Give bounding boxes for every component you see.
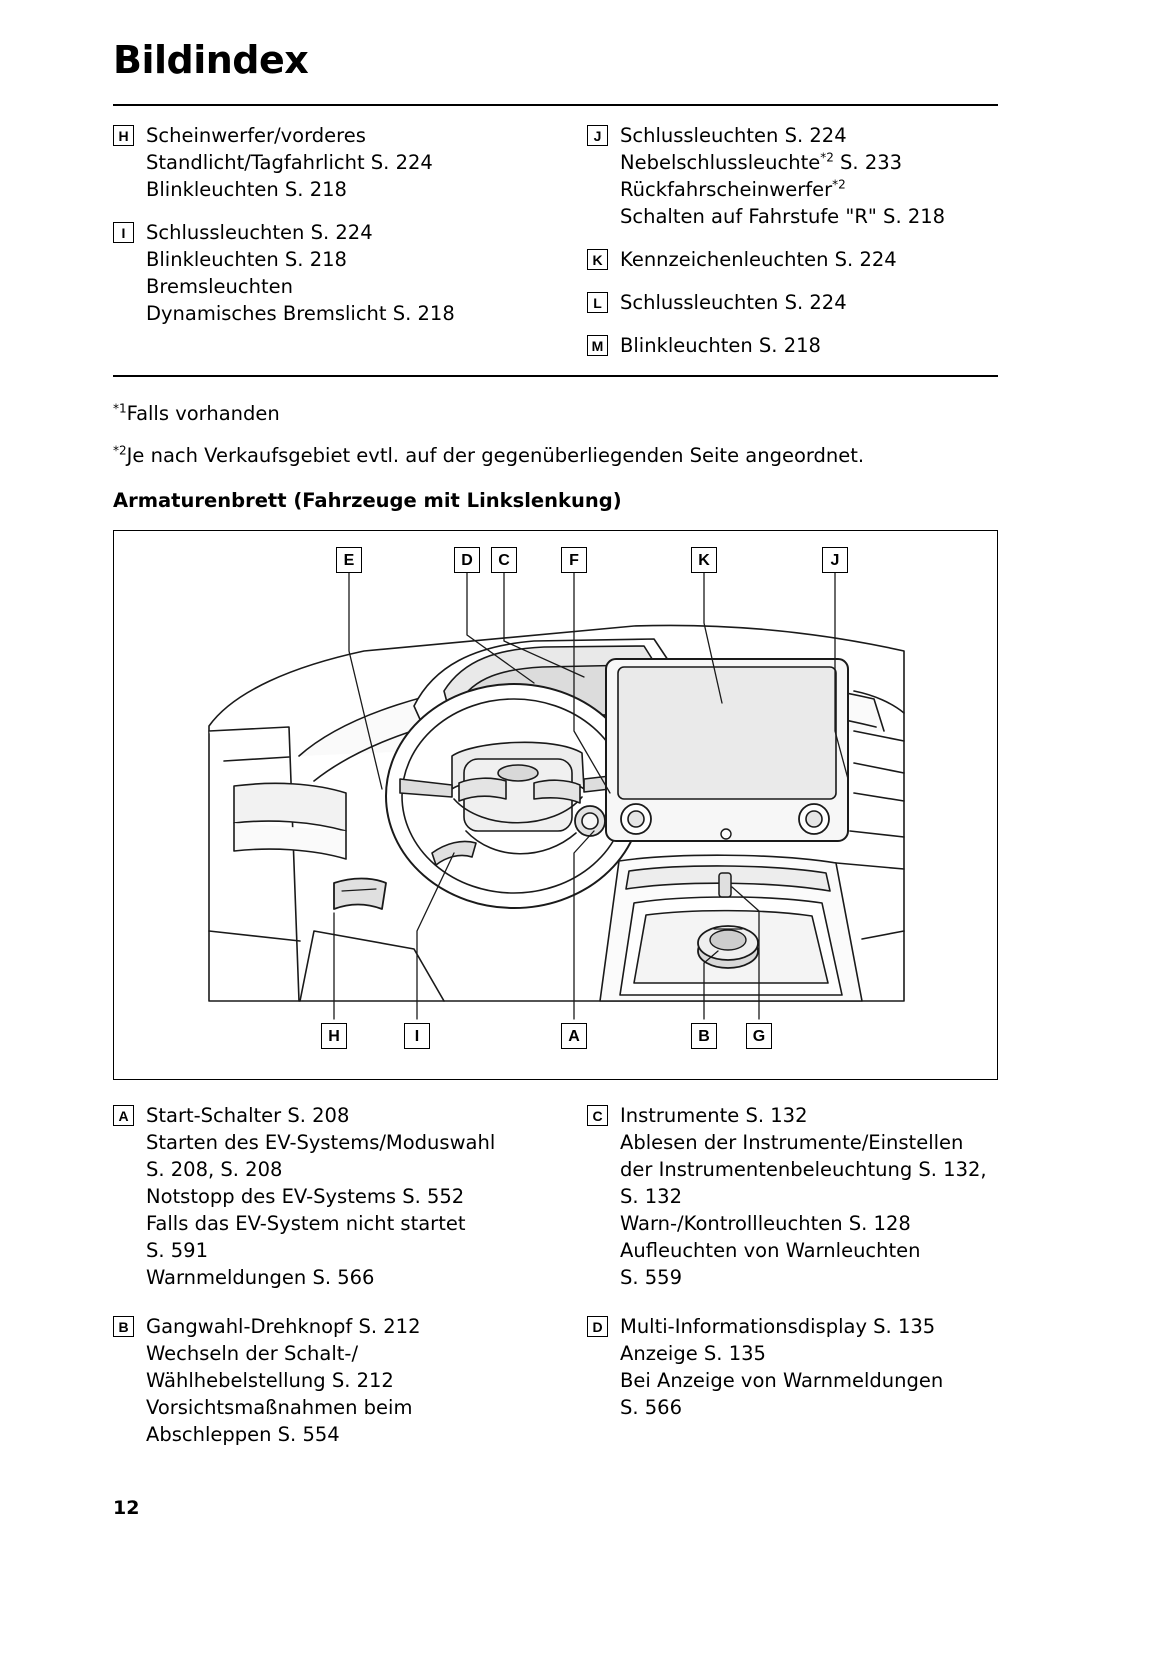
legend-line: Multi-Informationsdisplay S. 135: [620, 1315, 936, 1338]
top-legend-left-column: [113, 122, 555, 359]
legend-line: Schlussleuchten S. 224: [620, 291, 847, 314]
top-legend-right-column: [555, 122, 997, 359]
bottom-legend-left-column: [113, 1102, 555, 1448]
legend-entry-text: [620, 246, 897, 273]
legend-line: Vorsichtsmaßnahmen beim: [146, 1396, 413, 1419]
legend-entry-text: [146, 1102, 495, 1291]
legend-entry-text: [620, 1313, 943, 1421]
legend-entry-text: [620, 289, 847, 316]
figure-callout-F: F: [561, 547, 587, 573]
legend-line: S. 132: [620, 1185, 682, 1208]
legend-badge: C: [587, 1105, 608, 1126]
footnote-marker: *1: [113, 401, 127, 416]
legend-badge: H: [113, 125, 134, 146]
dashboard-illustration: [114, 531, 997, 1079]
legend-line: Wählhebelstellung S. 212: [146, 1369, 394, 1392]
page-content: [113, 30, 998, 1448]
dashboard-figure: [113, 530, 998, 1080]
legend-line: Start-Schalter S. 208: [146, 1104, 350, 1127]
legend-entry-text: [146, 122, 433, 203]
legend-entry-text: [620, 122, 945, 230]
legend-line: Ablesen der Instrumente/Einstellen: [620, 1131, 964, 1154]
legend-line: S. 208, S. 208: [146, 1158, 283, 1181]
legend-badge: I: [113, 222, 134, 243]
legend-badge: M: [587, 335, 608, 356]
page-title: Bildindex: [113, 38, 309, 82]
legend-badge: K: [587, 249, 608, 270]
figure-callout-A: A: [561, 1023, 587, 1049]
top-legend: [113, 106, 998, 375]
figure-callout-C: C: [491, 547, 517, 573]
figure-callout-E: E: [336, 547, 362, 573]
legend-line: Schalten auf Fahrstufe "R" S. 218: [620, 205, 946, 228]
legend-entry: [587, 246, 997, 273]
footnotes: [113, 377, 998, 471]
legend-line: Abschleppen S. 554: [146, 1423, 340, 1446]
footnote-2: [113, 441, 998, 471]
legend-entry-text: [620, 1102, 987, 1291]
figure-callout-J: J: [822, 547, 848, 573]
legend-entry: [587, 1313, 997, 1421]
legend-badge: L: [587, 292, 608, 313]
bottom-legend: [113, 1080, 998, 1448]
legend-line: Warn-/Kontrollleuchten S. 128: [620, 1212, 911, 1235]
legend-line: Blinkleuchten S. 218: [146, 178, 347, 201]
legend-badge: A: [113, 1105, 134, 1126]
legend-line: Notstopp des EV-Systems S. 552: [146, 1185, 465, 1208]
figure-callout-I: I: [404, 1023, 430, 1049]
legend-entry: [587, 1102, 997, 1291]
legend-line: Bei Anzeige von Warnmeldungen: [620, 1369, 944, 1392]
legend-line: Scheinwerfer/vorderes: [146, 124, 366, 147]
legend-line: Nebelschlussleuchte$^{*2}$ S. 233: [620, 150, 903, 174]
legend-entry: [587, 122, 997, 230]
legend-badge: B: [113, 1316, 134, 1337]
legend-line: Gangwahl-Drehknopf S. 212: [146, 1315, 421, 1338]
figure-callout-D: D: [454, 547, 480, 573]
legend-line: Schlussleuchten S. 224: [146, 221, 373, 244]
figure-callout-G: G: [746, 1023, 772, 1049]
legend-entry: [587, 332, 997, 359]
section-heading: Armaturenbrett (Fahrzeuge mit Linkslenkung): [113, 489, 622, 512]
legend-line: S. 559: [620, 1266, 682, 1289]
legend-line: der Instrumentenbeleuchtung S. 132,: [620, 1158, 987, 1181]
legend-line: S. 566: [620, 1396, 682, 1419]
legend-line: Standlicht/Tagfahrlicht S. 224: [146, 151, 433, 174]
legend-entry-text: [146, 219, 455, 327]
legend-line: Aufleuchten von Warnleuchten: [620, 1239, 921, 1262]
legend-line: Blinkleuchten S. 218: [620, 334, 821, 357]
legend-line: Kennzeichenleuchten S. 224: [620, 248, 897, 271]
page-number: 12: [113, 1497, 140, 1519]
legend-badge: D: [587, 1316, 608, 1337]
legend-entry: [113, 1313, 555, 1448]
legend-line: S. 591: [146, 1239, 208, 1262]
legend-line: Rückfahrscheinwerfer$^{*2}$: [620, 177, 846, 201]
legend-line: Falls das EV-System nicht startet: [146, 1212, 466, 1235]
legend-entry: [113, 1102, 555, 1291]
figure-callout-K: K: [691, 547, 717, 573]
legend-entry: [113, 219, 555, 327]
legend-line: Anzeige S. 135: [620, 1342, 766, 1365]
footnote-text: Je nach Verkaufsgebiet evtl. auf der gegenüberliegenden Seite angeordnet.: [126, 444, 865, 467]
legend-line: Starten des EV-Systems/Moduswahl: [146, 1131, 496, 1154]
legend-line: Warnmeldungen S. 566: [146, 1266, 375, 1289]
figure-callout-B: B: [691, 1023, 717, 1049]
footnote-text: Falls vorhanden: [126, 402, 280, 425]
legend-entry: [113, 122, 555, 203]
legend-line: Blinkleuchten S. 218: [146, 248, 347, 271]
legend-entry-text: [146, 1313, 421, 1448]
footnote-marker: *2: [113, 443, 127, 458]
footnote-1: [113, 399, 998, 429]
legend-line: Dynamisches Bremslicht S. 218: [146, 302, 455, 325]
legend-badge: J: [587, 125, 608, 146]
legend-entry-text: [620, 332, 821, 359]
bottom-legend-right-column: [555, 1102, 997, 1448]
legend-line: Bremsleuchten: [146, 275, 293, 298]
legend-line: Instrumente S. 132: [620, 1104, 808, 1127]
figure-callout-H: H: [321, 1023, 347, 1049]
legend-entry: [587, 289, 997, 316]
legend-line: Wechseln der Schalt-/: [146, 1342, 359, 1365]
legend-line: Schlussleuchten S. 224: [620, 124, 847, 147]
